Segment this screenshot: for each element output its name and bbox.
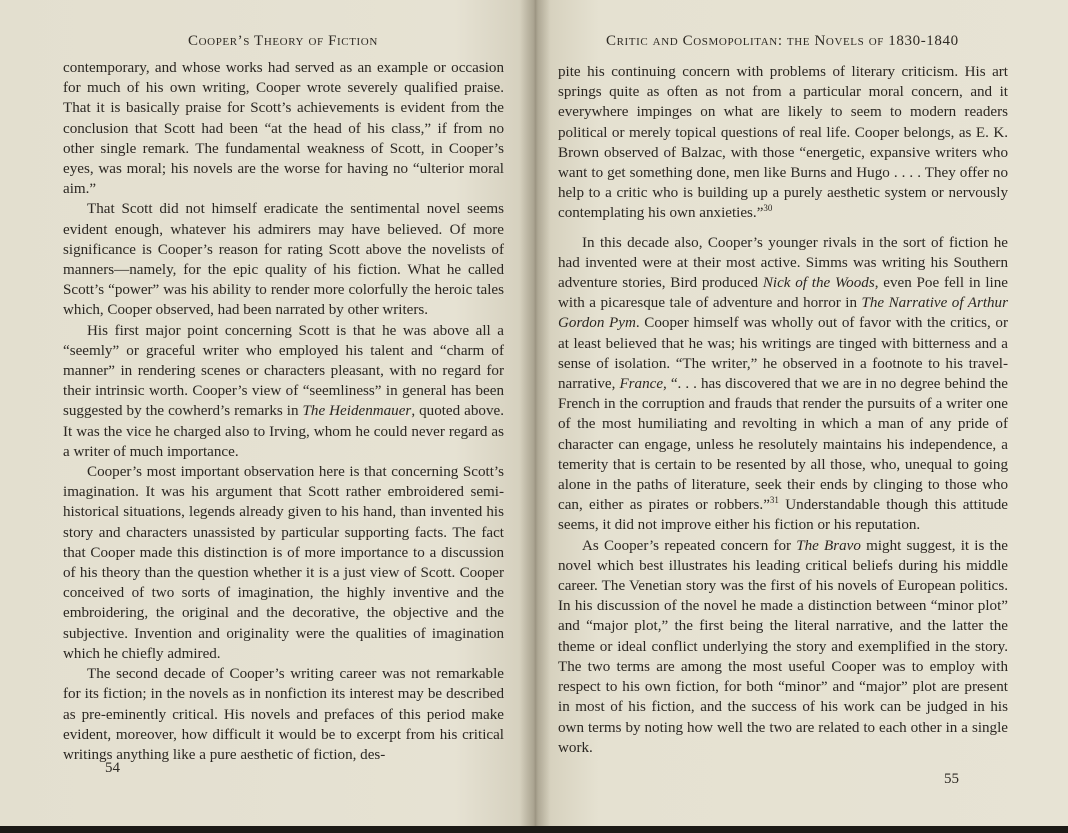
paragraph: [558, 62, 1008, 224]
footnote-ref: 30: [763, 203, 773, 214]
page-number: 55: [944, 771, 959, 787]
paragraph: [63, 462, 504, 664]
footnote-ref: 31: [769, 495, 779, 506]
body-text: [558, 62, 1008, 758]
body-text: [63, 58, 504, 765]
paragraph: [558, 536, 1008, 758]
running-header: Cooper’s Theory of Fiction: [188, 33, 378, 49]
left-page: [0, 0, 535, 826]
italic-title: The Bravo: [796, 537, 861, 554]
paragraph: [558, 233, 1008, 536]
text-run: The second decade of Cooper’s writing career was not remarkable for its fiction; in the novels as in nonfiction its interest may be described as pre-eminently critical. His novels and prefaces of this period make evident, moreover, how difficult it would be to excerpt from his critical writings anything like a pure aesthetic of fiction, des-: [63, 666, 504, 763]
text-run: His first major point concerning Scott is that he was above all a “seemly” or graceful writer who employed his talent and “charm of manner” in rendering scenes or characters pleasant, with no regard for their intrinsic worth. Cooper’s view of “seemliness” in general has been suggested by the cowherd’s remarks in: [63, 322, 504, 420]
text-run: In this decade also, Cooper’s younger rivals in the sort of fiction he had invented were at their most active. Simms was writing his Southern adventure stories, Bird produced: [558, 234, 1008, 292]
text-run: . Cooper himself was wholly out of favor with the critics, or at least believed that he was; his writings are tinged with bitterness and a sense of isolation. “The writer,” he observed in a footnote to his travel-narrative,: [558, 315, 1008, 393]
italic-title: The Heidenmauer: [302, 403, 412, 420]
text-run: , “. . . has discovered that we are in no degree behind the French in the corruption and frauds that render the pursuits of a writer one of the most humiliating and revolting in which a man of any pride of character can engage, unless he resolutely maintains his independence, a temerity that is certain to be resented by all those, who, unequal to going alone in the paths of literature, seek their ends by clinging to those who can, either as pirates or robbers.”: [558, 376, 1009, 514]
paragraph: [63, 321, 504, 462]
text-run: , quoted above. It was the vice he charged also to Irving, whom he could never regard as a writer of much importance.: [63, 403, 504, 460]
text-run: That Scott did not himself eradicate the sentimental novel seems evident enough, whatever his admirers may have believed. Of more significance is Cooper’s reason for rating Scott above the novelists of manners—namely, for the epic quality of his fiction. What he called Scott’s “power” was his ability to render more colorfully the heroic tales which, Cooper observed, had been narrated by other writers.: [63, 201, 504, 319]
italic-title: The Narrative of Arthur Gordon Pym: [558, 295, 1008, 332]
running-header: Critic and Cosmopolitan: the Novels of 1830-1840: [606, 33, 959, 49]
text-run: Cooper’s most important observation here is that concerning Scott’s imagination. It was his argument that Scott rather embroidered semi-historical situations, legends already given to his hand, than invented his story and characters unassisted by particular supporting facts. The fact that Cooper made this distinction is of more importance to a discussion of his theory than the question whether it is a just view of Scott. Cooper conceived of two sorts of imagination, the highly inventive and the embroidering, the original and the decorative, the objective and the subjective. Invention and originality were the qualities of imagination which he chiefly admired.: [63, 464, 504, 662]
text-run: Understandable though this attitude seems, it did not improve either his fiction or his reputation.: [558, 497, 1008, 534]
paragraph: [63, 199, 504, 320]
paragraph: [63, 58, 504, 199]
right-page: [535, 0, 1068, 826]
text-run: , even Poe fell in line with a picaresque tale of adventure and horror in: [558, 275, 1008, 312]
text-run: contemporary, and whose works had served as an example or occasion for much of his own writing, Cooper wrote severely qualified praise. That it is basically praise for Scott’s achievements is evident from the conclusion that Scott had been “at the head of his class,” if from no other single remark. The fundamental weakness of Scott, in Cooper’s eyes, was moral; his novels are the worse for having no “ulterior moral aim.”: [63, 60, 504, 198]
text-run: pite his continuing concern with problems of literary criticism. His art springs quite as often as not from a particular moral concern, and it everywhere impinges on what are likely to seem to modern readers political or merely topical questions of real life. Cooper belongs, as E. K. Brown observed of Balzac, with those “energetic, expansive writers who want to get something done, men like Burns and Hugo . . . . They offer no help to a critic who is building up a purely aesthetic system or nervously contemplating his own anxieties.”: [558, 64, 1008, 222]
italic-title: France: [619, 376, 664, 393]
paragraph: [63, 664, 504, 765]
text-run: As Cooper’s repeated concern for: [582, 537, 797, 554]
italic-title: Nick of the Woods: [762, 275, 875, 292]
page-number: 54: [105, 760, 120, 776]
text-run: might suggest, it is the novel which best illustrates his leading critical beliefs during his middle career. The Venetian story was the first of his novels of European politics. In his discussion of the novel he made a distinction between “minor plot” and “major plot,” the first being the literal narrative, and the latter the theme or ideal conflict underlying the story and exemplified in the story. The two terms are among the most useful Cooper was to employ with respect to his own fiction, for both “minor” and “major” plot are present in most of his fiction, and the success of his work can be judged in his own terms by noting how well the two are related to each other in a single work.: [558, 537, 1008, 756]
